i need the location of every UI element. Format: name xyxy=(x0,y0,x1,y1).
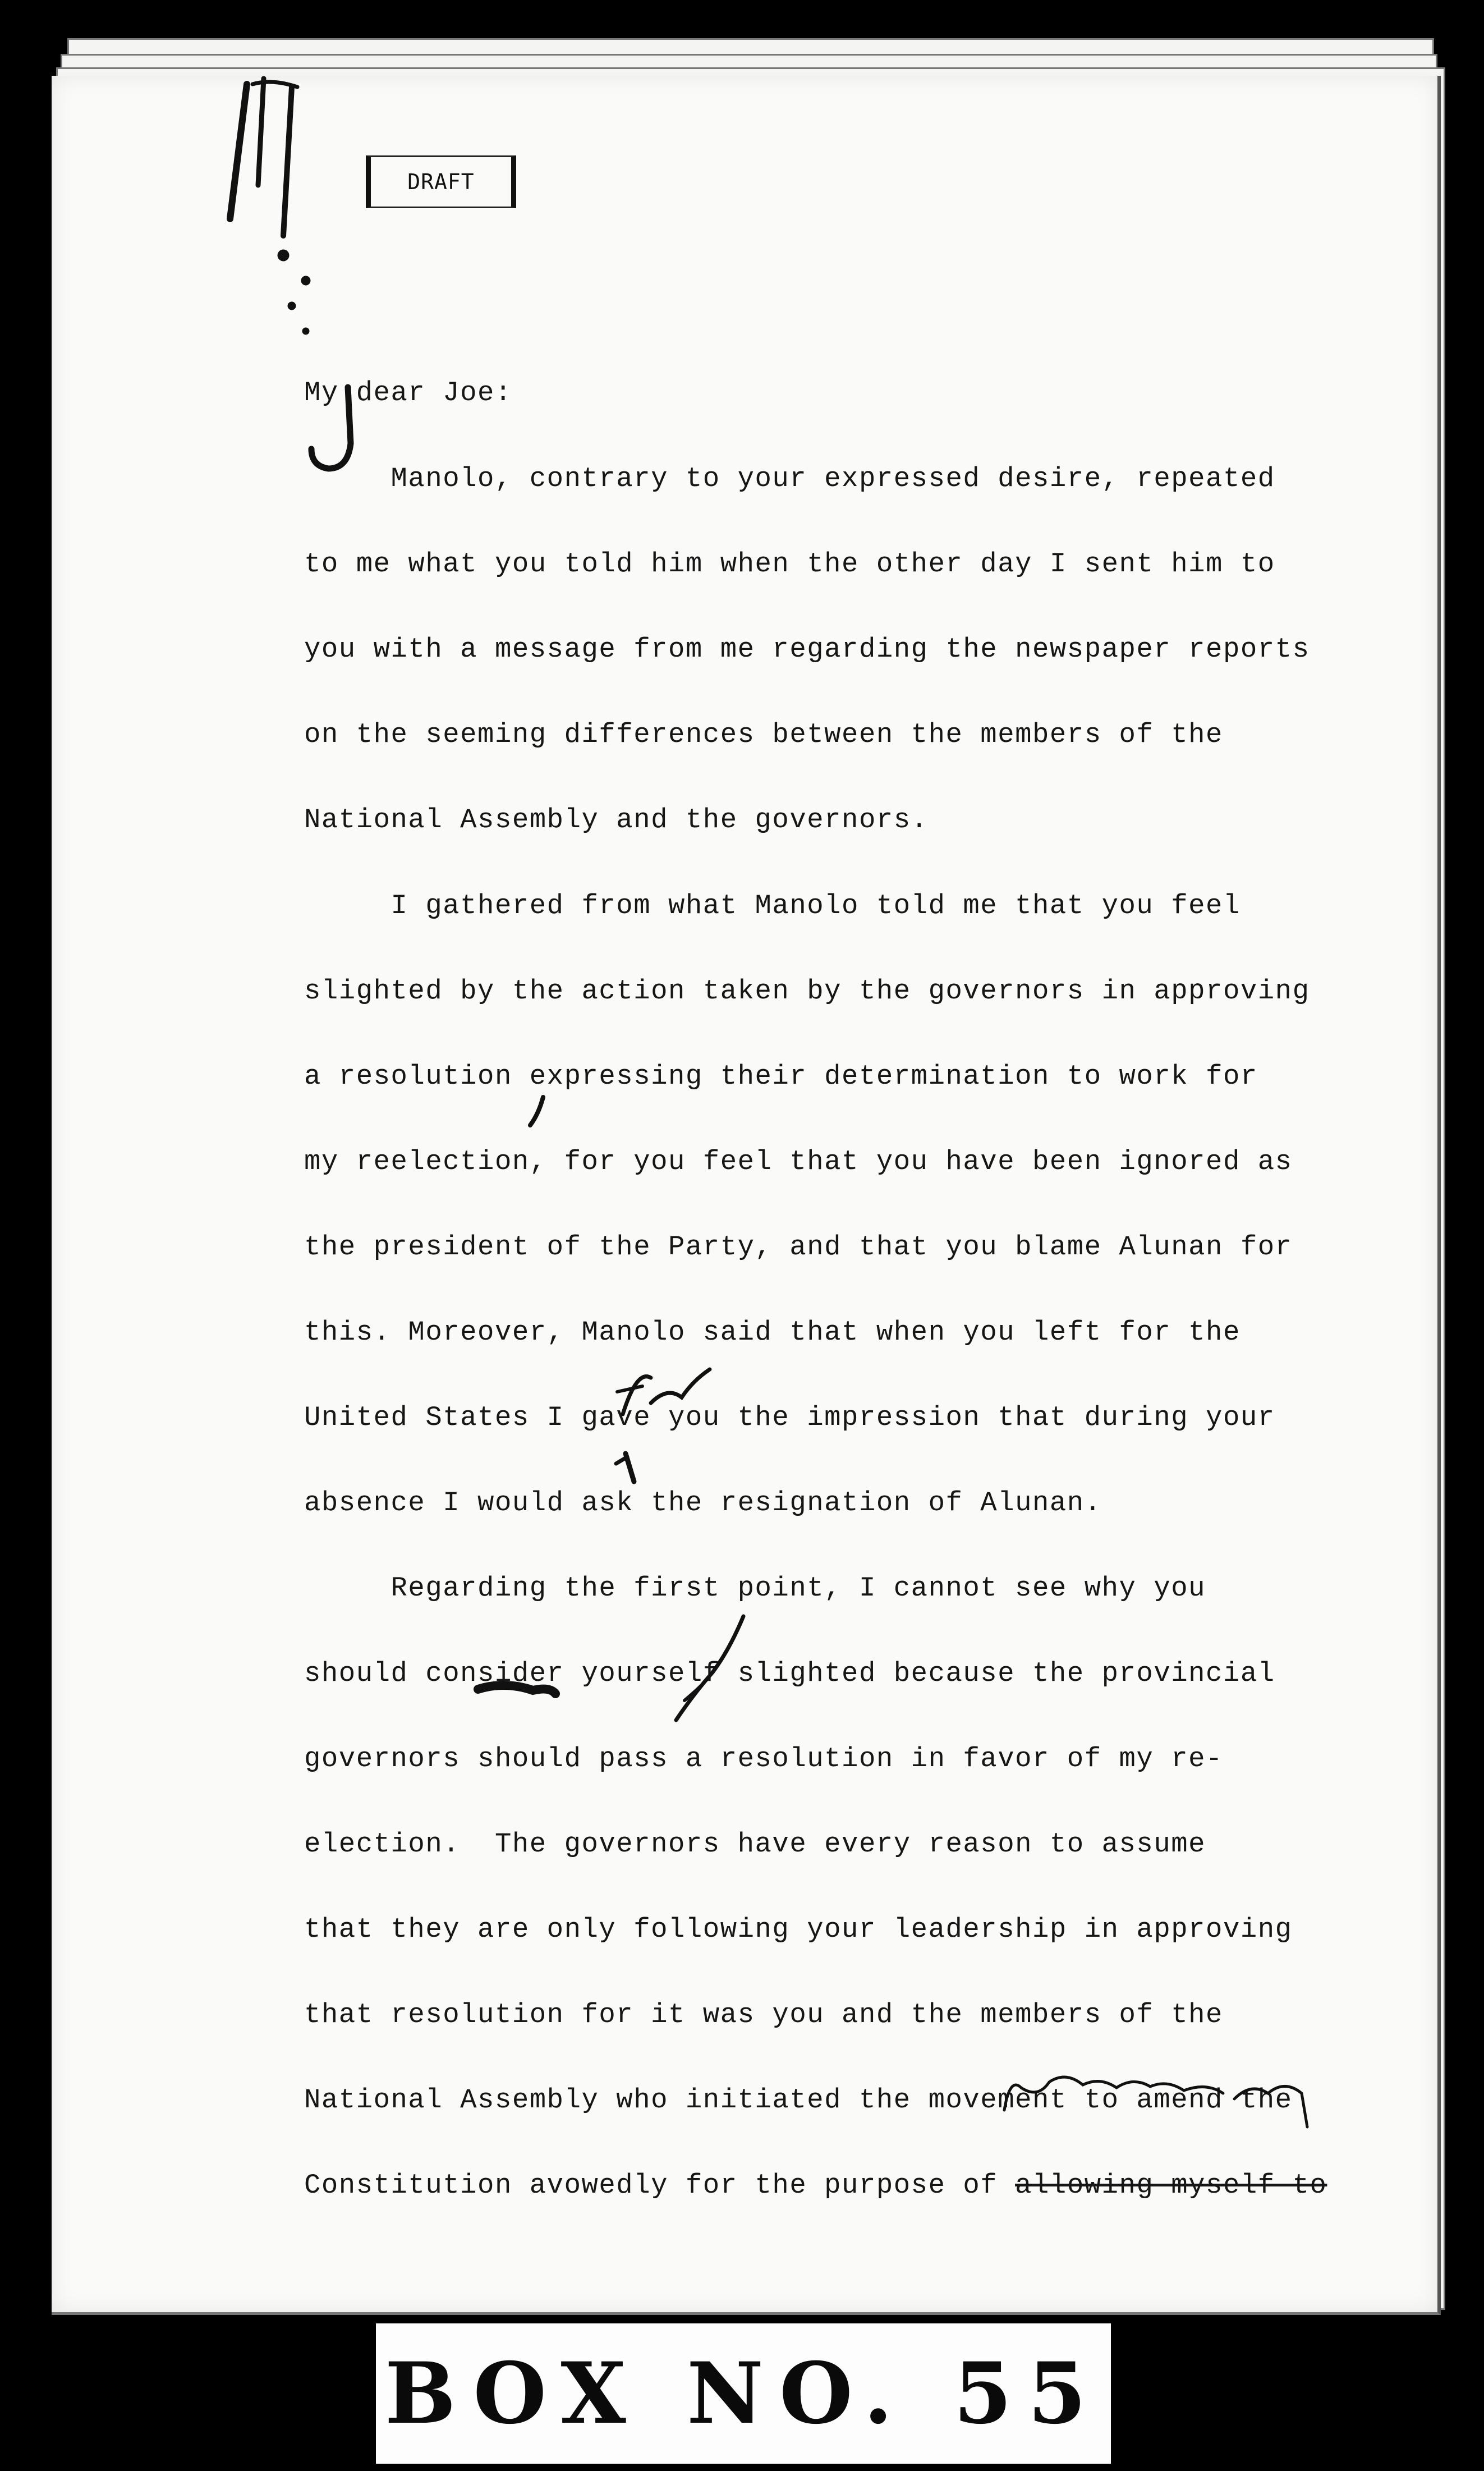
letter-line: Manolo, contrary to your expressed desire, repeated xyxy=(304,463,1275,494)
letter-line: slighted by the action taken by the governors in approving xyxy=(304,975,1310,1007)
letter-line: on the seeming differences between the members of the xyxy=(304,719,1223,750)
letter-line: should consider yourself slighted because the provincial xyxy=(304,1658,1275,1689)
last-line-text: Constitution avowedly for the purpose of xyxy=(304,2170,1016,2201)
letter-last-line xyxy=(304,2169,1327,2202)
draft-stamp: DRAFT xyxy=(366,155,516,208)
letter-line: the president of the Party, and that you blame Alunan for xyxy=(304,1231,1293,1263)
letter-line: absence I would ask the resignation of Alunan. xyxy=(304,1487,1102,1519)
letter-line: to me what you told him when the other day I sent him to xyxy=(304,548,1275,580)
letter-line: I gathered from what Manolo told me that you feel xyxy=(304,890,1241,922)
letter-line: governors should pass a resolution in favor of my re- xyxy=(304,1743,1223,1775)
letter-line: you with a message from me regarding the newspaper reports xyxy=(304,634,1310,665)
letter-line: that resolution for it was you and the members of the xyxy=(304,1999,1223,2030)
letter-line: United States I gave you the impression that during your xyxy=(304,1402,1275,1433)
letter-line: a resolution expressing their determination to work for xyxy=(304,1061,1258,1092)
box-number-label: BOX NO. 55 xyxy=(376,2323,1111,2464)
salutation: My dear Joe: xyxy=(304,377,512,409)
letter-line: National Assembly who initiated the movement to amend the xyxy=(304,2084,1293,2116)
letter-line: my reelection, for you feel that you have been ignored as xyxy=(304,1146,1293,1177)
letter-line: election. The governors have every reason to assume xyxy=(304,1828,1206,1860)
letter-line: National Assembly and the governors. xyxy=(304,804,929,836)
letter-line: that they are only following your leadership in approving xyxy=(304,1914,1293,1945)
struck-text: allowing myself to xyxy=(1015,2170,1327,2201)
letter-line: this. Moreover, Manolo said that when you left for the xyxy=(304,1317,1241,1348)
letter-line: Regarding the first point, I cannot see why you xyxy=(304,1573,1206,1604)
letter-page xyxy=(52,76,1441,2315)
